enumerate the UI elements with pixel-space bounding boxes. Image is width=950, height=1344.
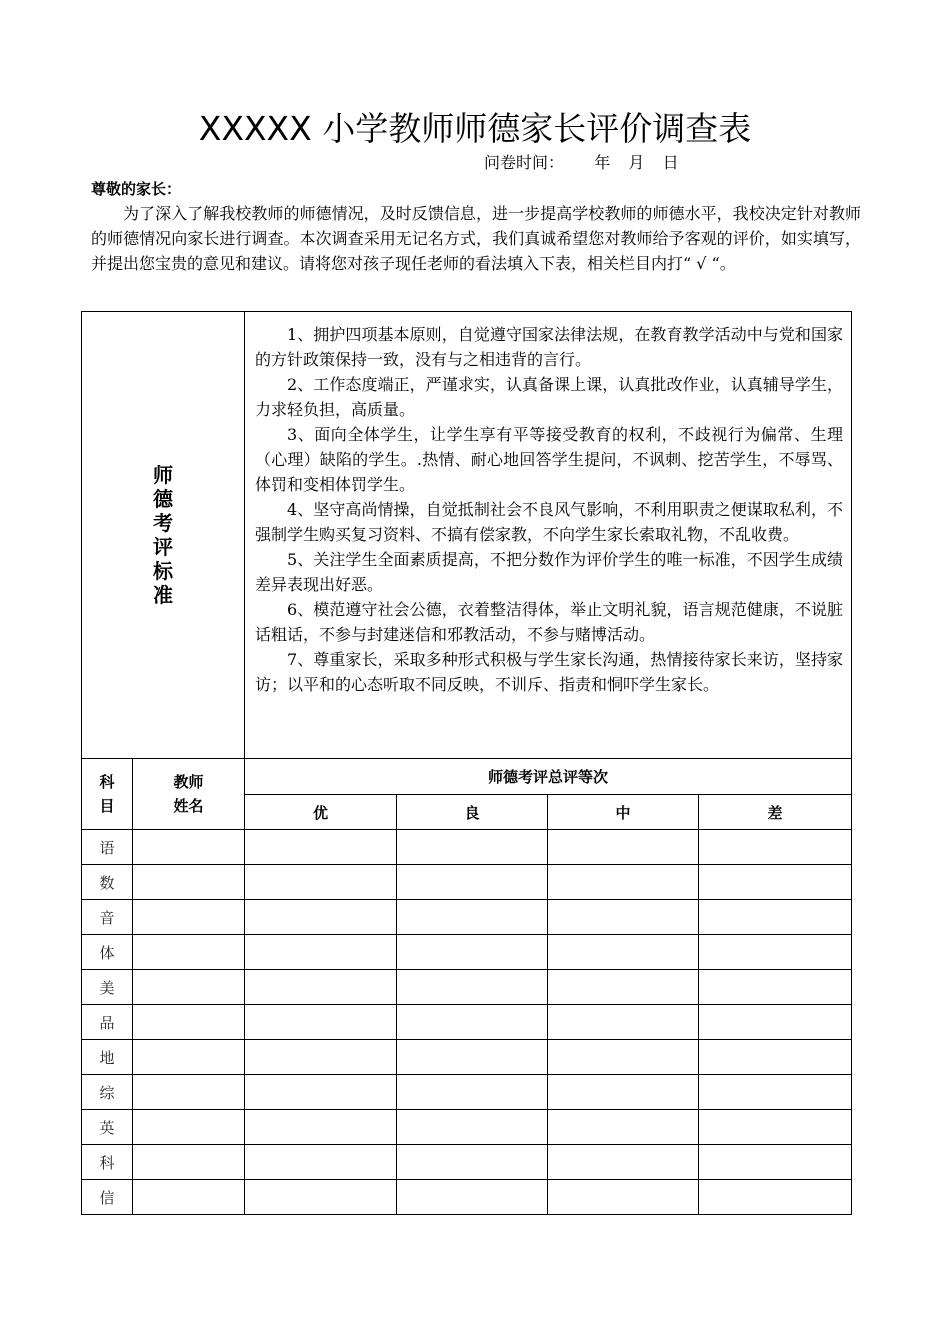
rating-average-cell[interactable]	[548, 1040, 699, 1075]
subject-header-line: 目	[99, 797, 115, 815]
criteria-item: 7、尊重家长，采取多种形式积极与学生家长沟通，热情接待家长来访，坚持家访；以平和的心态听取不同反映，不训斥、指责和恫吓学生家长。	[255, 650, 844, 694]
rating-good-cell[interactable]	[397, 900, 548, 935]
table-row	[82, 1005, 852, 1040]
rating-poor-cell[interactable]	[699, 1005, 852, 1040]
teacher-name-cell[interactable]	[133, 970, 245, 1005]
criteria-label-char: 准	[153, 583, 173, 607]
survey-date	[484, 150, 679, 173]
rating-excellent-cell[interactable]	[245, 1180, 397, 1215]
rating-excellent-cell[interactable]	[245, 1005, 397, 1040]
subject-cell: 信	[82, 1180, 133, 1215]
rating-poor-cell[interactable]	[699, 1110, 852, 1145]
rating-good-cell[interactable]	[397, 935, 548, 970]
date-day: 日	[662, 153, 679, 172]
rating-excellent-cell[interactable]	[245, 1110, 397, 1145]
subject-cell: 体	[82, 935, 133, 970]
table-row	[82, 900, 852, 935]
subject-cell: 品	[82, 1005, 133, 1040]
rating-poor-cell[interactable]	[699, 865, 852, 900]
rating-poor-cell[interactable]	[699, 1180, 852, 1215]
table-row	[82, 1180, 852, 1215]
criteria-item: 4、坚守高尚情操，自觉抵制社会不良风气影响，不利用职责之便谋取私利，不强制学生购买复习资料、不搞有偿家教，不向学生家长索取礼物，不乱收费。	[255, 500, 844, 544]
rating-average-cell[interactable]	[548, 935, 699, 970]
criteria-label-char: 德	[153, 487, 173, 511]
rating-average-cell[interactable]	[548, 1005, 699, 1040]
subject-header-line: 科	[99, 773, 115, 791]
rating-good-cell[interactable]	[397, 1145, 548, 1180]
rating-excellent-cell[interactable]	[245, 935, 397, 970]
subject-cell: 美	[82, 970, 133, 1005]
page-title: XXXXX 小学教师师德家长评价调查表	[198, 109, 752, 148]
rating-average-cell[interactable]	[548, 830, 699, 865]
rating-group-header: 师德考评总评等次	[245, 759, 852, 795]
teacher-name-cell[interactable]	[133, 1005, 245, 1040]
subject-cell: 语	[82, 830, 133, 865]
table-row	[82, 1040, 852, 1075]
teacher-name-cell[interactable]	[133, 935, 245, 970]
rating-poor-cell[interactable]	[699, 830, 852, 865]
rating-poor-cell[interactable]	[699, 970, 852, 1005]
table-row	[82, 1110, 852, 1145]
greeting: 尊敬的家长：	[91, 180, 182, 198]
teacher-name-cell[interactable]	[133, 900, 245, 935]
rating-good-header: 良	[397, 795, 548, 830]
rating-average-header: 中	[548, 795, 699, 830]
rating-good-cell[interactable]	[397, 970, 548, 1005]
date-year: 年	[594, 153, 611, 172]
criteria-row	[82, 312, 852, 759]
rating-average-cell[interactable]	[548, 1075, 699, 1110]
rating-average-cell[interactable]	[548, 970, 699, 1005]
criteria-item: 3、面向全体学生，让学生享有平等接受教育的权利，不歧视行为偏常、生理（心理）缺陷的学生。.热情、耐心地回答学生提问，不讽刺、挖苦学生，不辱骂、体罚和变相体罚学生。	[255, 425, 844, 494]
criteria-item: 5、关注学生全面素质提高，不把分数作为评价学生的唯一标准，不因学生成绩差异表现出好恶。	[255, 550, 844, 594]
teacher-name-cell[interactable]	[133, 1180, 245, 1215]
table-row	[82, 1075, 852, 1110]
criteria-label-char: 师	[153, 463, 173, 487]
date-month: 月	[628, 153, 645, 172]
criteria-label-char: 考	[153, 511, 173, 535]
rating-good-cell[interactable]	[397, 830, 548, 865]
rating-average-cell[interactable]	[548, 1110, 699, 1145]
table-row	[82, 1145, 852, 1180]
criteria-item: 2、工作态度端正，严谨求实，认真备课上课，认真批改作业，认真辅导学生，力求轻负担，高质量。	[255, 375, 844, 419]
rating-poor-cell[interactable]	[699, 935, 852, 970]
subject-cell: 地	[82, 1040, 133, 1075]
rating-good-cell[interactable]	[397, 1110, 548, 1145]
rating-excellent-cell[interactable]	[245, 1040, 397, 1075]
teacher-name-header	[133, 759, 245, 830]
teacher-name-cell[interactable]	[133, 1110, 245, 1145]
subject-cell: 英	[82, 1110, 133, 1145]
rating-poor-cell[interactable]	[699, 1040, 852, 1075]
teacher-header-line: 姓名	[173, 797, 204, 815]
rating-excellent-header: 优	[245, 795, 397, 830]
teacher-name-cell[interactable]	[133, 1040, 245, 1075]
subject-cell: 音	[82, 900, 133, 935]
rating-excellent-cell[interactable]	[245, 865, 397, 900]
subject-cell: 数	[82, 865, 133, 900]
rating-average-cell[interactable]	[548, 865, 699, 900]
criteria-content-cell	[245, 312, 852, 759]
rating-good-cell[interactable]	[397, 1180, 548, 1215]
teacher-name-cell[interactable]	[133, 865, 245, 900]
table-row	[82, 830, 852, 865]
subject-cell: 综	[82, 1075, 133, 1110]
teacher-name-cell[interactable]	[133, 1145, 245, 1180]
criteria-item: 6、模范遵守社会公德，衣着整洁得体，举止文明礼貌，语言规范健康，不说脏话粗话，不参与封建迷信和邪教活动，不参与赌博活动。	[255, 600, 844, 644]
criteria-vertical-label	[153, 463, 173, 607]
subject-header	[82, 759, 133, 830]
rating-excellent-cell[interactable]	[245, 900, 397, 935]
rating-poor-cell[interactable]	[699, 1145, 852, 1180]
criteria-label-char: 标	[153, 559, 173, 583]
teacher-name-cell[interactable]	[133, 1075, 245, 1110]
rating-poor-cell[interactable]	[699, 1075, 852, 1110]
rating-good-cell[interactable]	[397, 865, 548, 900]
criteria-label-char: 评	[153, 535, 173, 559]
date-label: 问卷时间：	[484, 153, 565, 172]
rating-excellent-cell[interactable]	[245, 1145, 397, 1180]
rating-average-cell[interactable]	[548, 1145, 699, 1180]
evaluation-table	[81, 311, 852, 1215]
rating-average-cell[interactable]	[548, 900, 699, 935]
rating-excellent-cell[interactable]	[245, 970, 397, 1005]
teacher-name-cell[interactable]	[133, 830, 245, 865]
rating-excellent-cell[interactable]	[245, 1075, 397, 1110]
table-row	[82, 935, 852, 970]
criteria-item: 1、拥护四项基本原则，自觉遵守国家法律法规，在教育教学活动中与党和国家的方针政策保持一致，没有与之相违背的言行。	[255, 325, 844, 369]
teacher-header-line: 教师	[173, 773, 204, 791]
criteria-label-cell	[82, 312, 245, 759]
subject-cell: 科	[82, 1145, 133, 1180]
rating-good-cell[interactable]	[397, 1075, 548, 1110]
table-row	[82, 970, 852, 1005]
table-row	[82, 865, 852, 900]
rating-excellent-cell[interactable]	[245, 830, 397, 865]
header-row-1	[82, 759, 852, 795]
rating-poor-cell[interactable]	[699, 900, 852, 935]
rating-good-cell[interactable]	[397, 1040, 548, 1075]
rating-good-cell[interactable]	[397, 1005, 548, 1040]
intro-paragraph: 为了深入了解我校教师的师德情况，及时反馈信息，进一步提高学校教师的师德水平，我校决定针对教师的师德情况向家长进行调查。本次调查采用无记名方式，我们真诚希望您对教师给予客观的评价，如实填写，并提出您宝贵的意见和建议。请将您对孩子现任老师的看法填入下表，相关栏目内打“ √ “。	[91, 204, 861, 273]
rating-average-cell[interactable]	[548, 1180, 699, 1215]
rating-poor-header: 差	[699, 795, 852, 830]
